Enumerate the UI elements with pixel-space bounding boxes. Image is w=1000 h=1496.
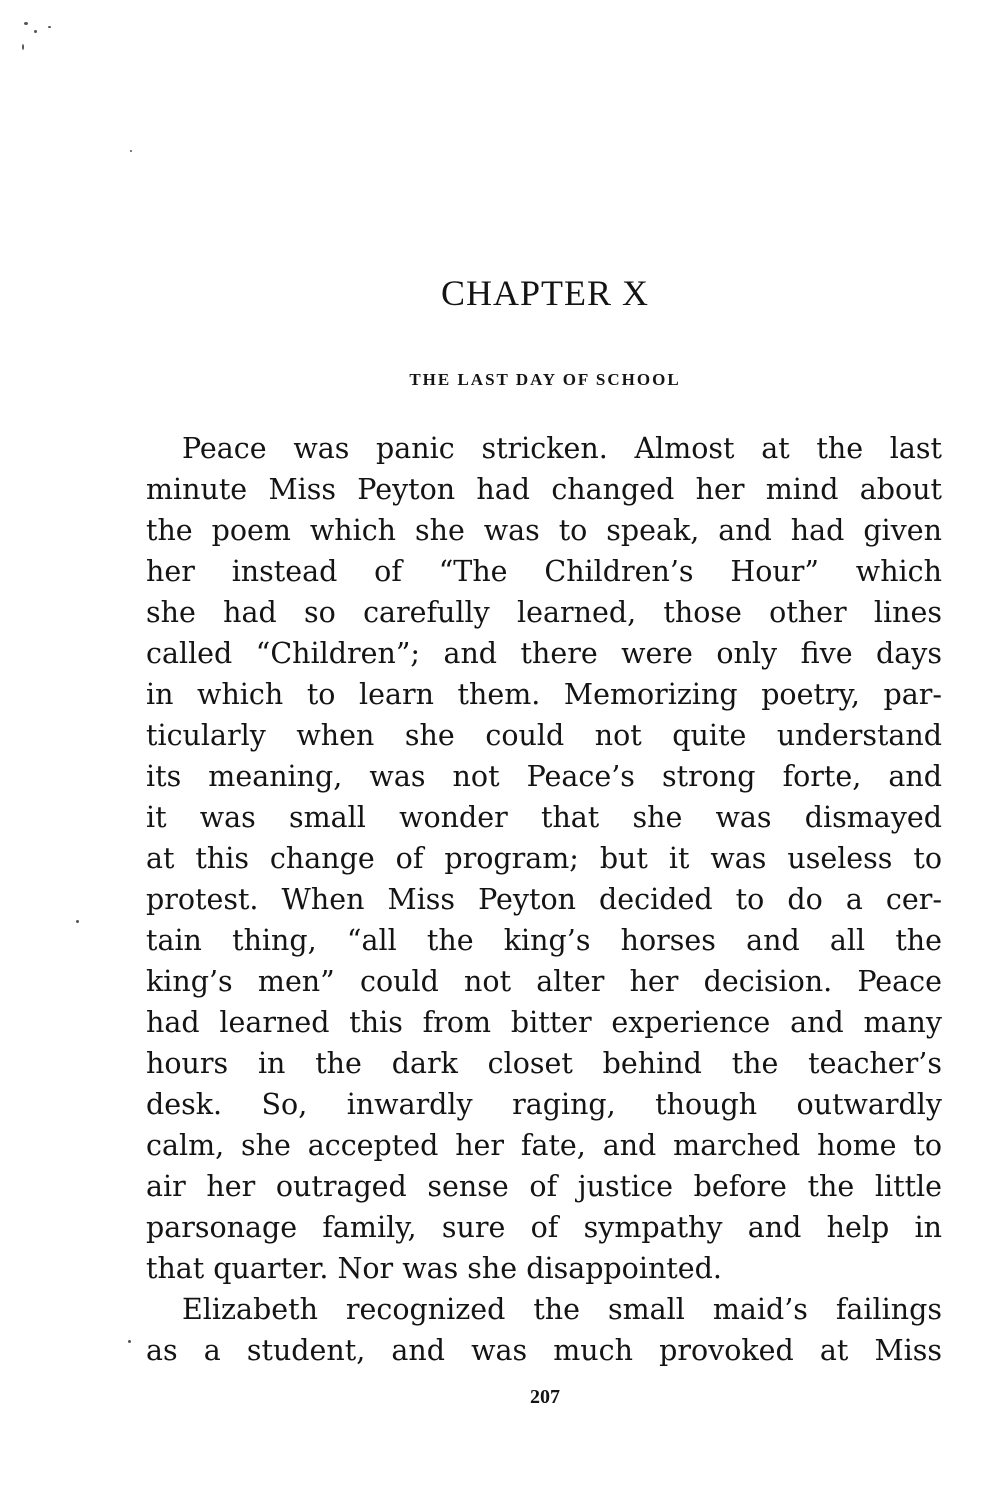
- chapter-title: CHAPTER X: [440, 273, 650, 313]
- text-line: its meaning, was not Peace’s strong forte, and: [146, 760, 942, 793]
- scan-speck: [48, 26, 51, 28]
- text-line: called “Children”; and there were only five days: [146, 637, 942, 670]
- scan-speck: [24, 22, 28, 25]
- text-line: had learned this from bitter experience and many: [146, 1006, 942, 1039]
- chapter-subtitle: THE LAST DAY OF SCHOOL: [409, 370, 681, 389]
- text-line: it was small wonder that she was dismayed: [146, 801, 942, 834]
- scan-speck: [76, 920, 79, 923]
- text-line: protest. When Miss Peyton decided to do a cer-: [146, 883, 942, 916]
- text-line: tain thing, “all the king’s horses and all the: [146, 924, 942, 957]
- text-line: in which to learn them. Memorizing poetry, par-: [146, 678, 942, 711]
- text-line: desk. So, inwardly raging, though outwardly: [146, 1088, 942, 1121]
- text-line: minute Miss Peyton had changed her mind about: [146, 473, 942, 506]
- scan-speck: [130, 150, 132, 152]
- chapter-body: [146, 428, 942, 1371]
- text-line: air her outraged sense of justice before the little: [146, 1170, 942, 1203]
- text-line: Peace was panic stricken. Almost at the last: [182, 432, 942, 465]
- text-line: the poem which she was to speak, and had given: [146, 514, 942, 547]
- page-number: 207: [530, 1386, 560, 1408]
- text-line: parsonage family, sure of sympathy and help in: [146, 1211, 942, 1244]
- text-line: ticularly when she could not quite understand: [146, 719, 942, 752]
- text-line: as a student, and was much provoked at Miss: [146, 1334, 942, 1367]
- scan-speck: [34, 30, 37, 33]
- text-line: her instead of “The Children’s Hour” which: [146, 555, 942, 588]
- text-line: Elizabeth recognized the small maid’s failings: [182, 1293, 942, 1326]
- text-line: at this change of program; but it was useless to: [146, 842, 942, 875]
- text-line: that quarter. Nor was she disappointed.: [146, 1252, 722, 1285]
- text-line: calm, she accepted her fate, and marched home to: [146, 1129, 942, 1162]
- scan-speck: [22, 44, 24, 50]
- scan-speck: [128, 1340, 131, 1343]
- text-line: king’s men” could not alter her decision. Peace: [146, 965, 942, 998]
- text-line: she had so carefully learned, those other lines: [146, 596, 942, 629]
- text-line: hours in the dark closet behind the teacher’s: [146, 1047, 942, 1080]
